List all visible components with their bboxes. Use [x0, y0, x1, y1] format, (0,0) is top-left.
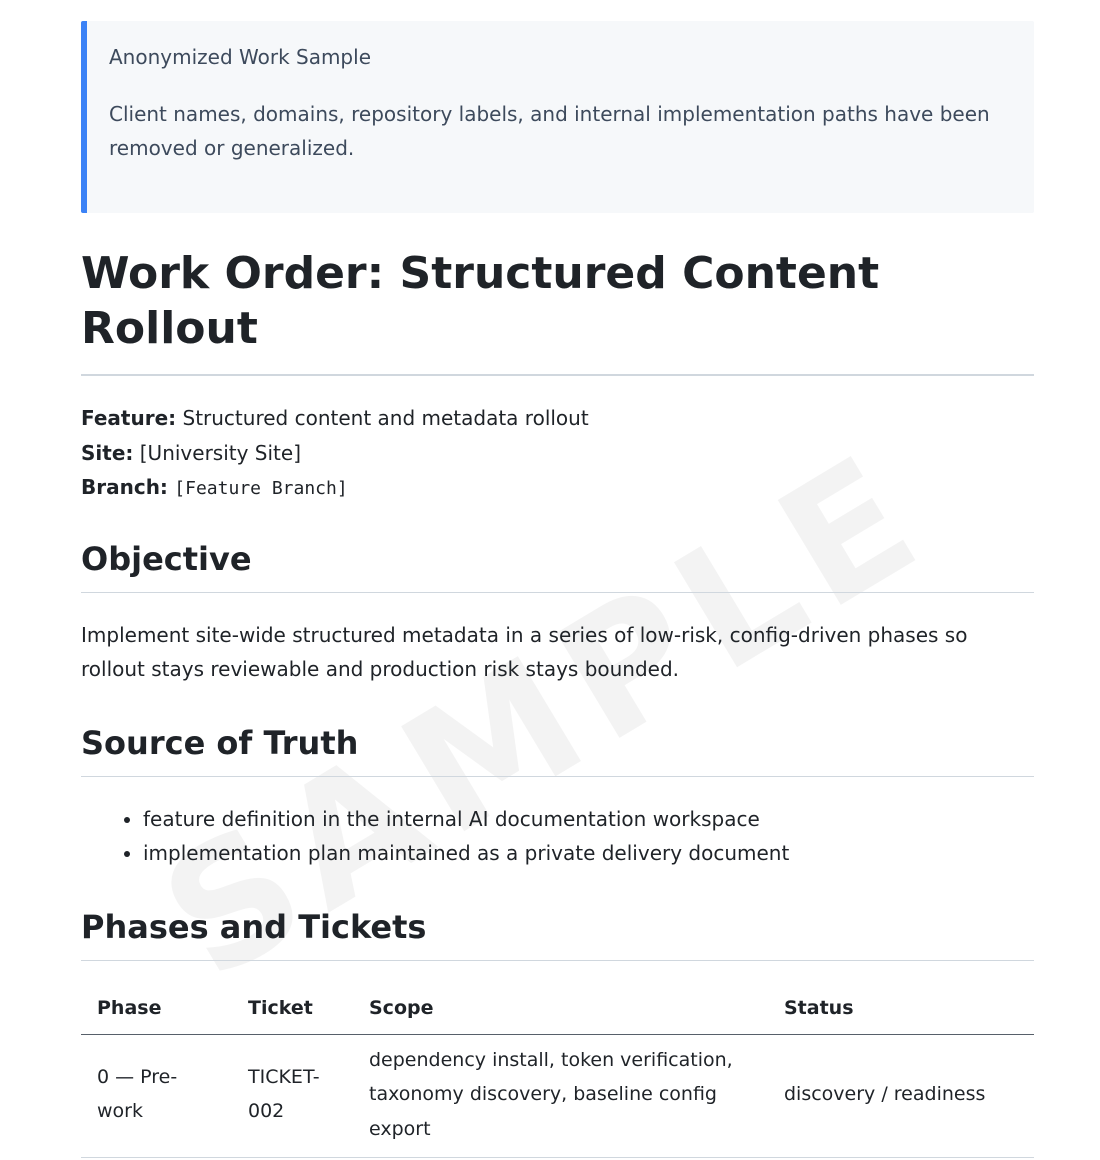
cell-scope: dependency install, token verification, taxonomy discovery, baseline config export: [353, 1034, 768, 1158]
phases-table: [81, 994, 1034, 1159]
column-header-status: Status: [768, 994, 1034, 1035]
notice-heading: Anonymized Work Sample: [109, 45, 371, 69]
source-of-truth-heading: Source of Truth: [81, 723, 1034, 777]
meta-branch: [81, 470, 1034, 507]
feature-value: Structured content and metadata rollout: [182, 406, 589, 430]
table-row: [81, 1034, 1034, 1158]
source-of-truth-list: [81, 802, 1034, 870]
branch-value: [Feature Branch]: [174, 478, 348, 499]
column-header-phase: Phase: [81, 994, 232, 1035]
notice-body: Client names, domains, repository labels, and internal implementation paths have been removed or generalized.: [109, 102, 990, 160]
table-header-row: [81, 994, 1034, 1035]
work-order-meta: [81, 401, 1034, 507]
objective-text: Implement site-wide structured metadata in a series of low-risk, config-driven phases so rollout stays reviewable and production risk stays bounded.: [81, 622, 968, 681]
anonymization-notice: [81, 21, 1034, 213]
site-label: Site:: [81, 440, 134, 465]
column-header-ticket: Ticket: [232, 994, 353, 1035]
cell-ticket: TICKET-002: [232, 1034, 353, 1158]
cell-status: discovery / readiness: [768, 1034, 1034, 1158]
document: [81, 21, 1034, 1158]
list-item: • implementation plan maintained as a private delivery document: [143, 836, 1034, 870]
objective-heading: Objective: [81, 539, 1034, 593]
cell-phase: 0 — Pre-work: [81, 1034, 232, 1158]
page-title: Work Order: Structured Content Rollout: [81, 246, 1034, 376]
feature-label: Feature:: [81, 406, 177, 430]
branch-label: Branch:: [81, 475, 168, 499]
phases-heading: Phases and Tickets: [81, 907, 1034, 961]
meta-site: [81, 436, 1034, 471]
column-header-scope: Scope: [353, 994, 768, 1035]
meta-feature: [81, 401, 1034, 436]
list-item: • feature definition in the internal AI documentation workspace: [143, 802, 1034, 836]
site-value: [University Site]: [139, 440, 301, 465]
